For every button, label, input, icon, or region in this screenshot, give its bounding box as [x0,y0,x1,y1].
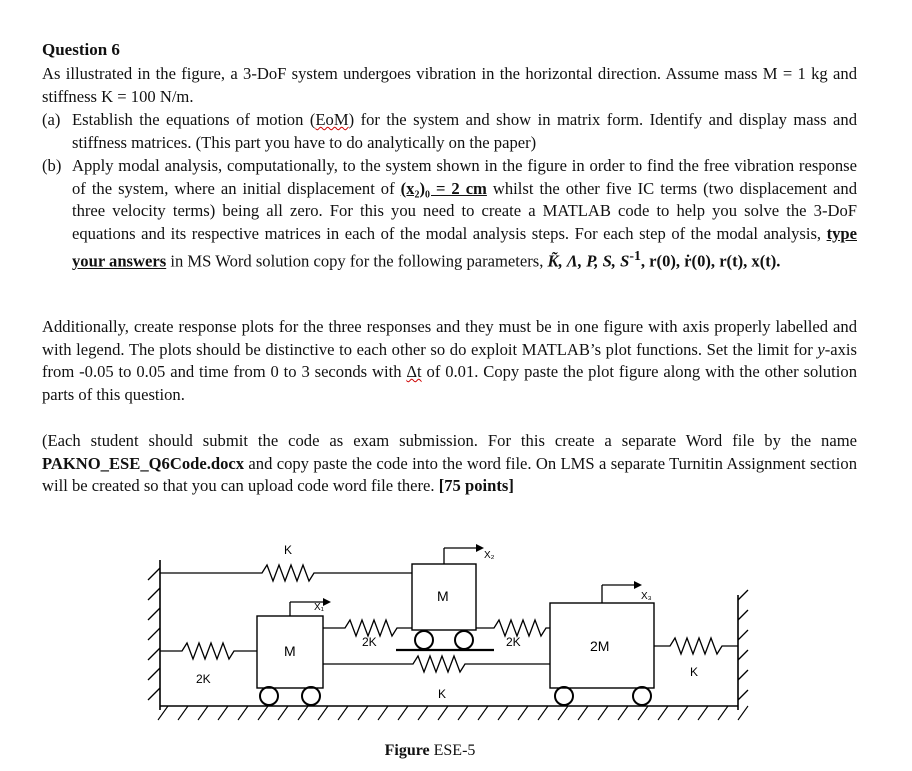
x1-arrow [290,598,331,616]
question-title: Question 6 [42,40,120,59]
x2-arrow [444,544,484,564]
part-b-text: Apply modal analysis, computationally, to the system shown in the figure in order to find the free vibration response of the system, where an initial displacement of (x₂)₀ = 2 cm whilst the other five IC terms (two displacement and three velocity terms) being all zero. For this you need to create a MATLAB code to help you solve the 3-DoF equations and its respective matrices in each of the modal analysis steps. For each step of the modal analysis, type your answers in MS Word solution copy for the following parameters, K̃, Λ, P, S, $S^{-1}$, r(0), ṙ(0), r(t), x(t). [72,156,858,271]
spring-2k-left [160,643,257,659]
spring-2k-m2-m3 [476,620,550,636]
mass-m2 [396,564,494,650]
label-2k-right-mid: 2K [506,635,521,649]
label-x3: X₃ [641,591,652,602]
label-2k-mid: 2K [362,635,377,649]
figure-caption: Figure ESE-5 [384,742,476,759]
label-x2: X₂ [484,550,495,561]
mass-m1 [257,616,323,705]
delta-t-term: Δt [406,362,422,382]
code-filename: PAKNO_ESE_Q6Code.docx [42,453,245,473]
ground [158,706,748,720]
right-wall [738,590,748,710]
parameter-list-2: , P, S, S [577,251,630,271]
additionally-paragraph: Additionally, create response plots for the three responses and they must be in one figure with axis properly labelled and with legend. The plots should be distinctive to each other so do exploit MATLAB’s plot functions. Set the limit for y-axis from -0.05 to 0.05 and time from 0 to 3 seconds with Δt of 0.01. Copy paste the plot figure along with the other solution parts of this question. [42,317,857,404]
type-answers-emphasis: type your answers [72,223,857,271]
part-a-text: Establish the equations of motion (EoM) for the system and show in matrix form. Identify and display mass and stiffness matrices. (This part you have to do analytically on the paper) [72,110,857,152]
points-label: [75 points] [438,476,514,496]
y-axis-term: y [817,339,825,359]
mass-m3 [550,603,654,705]
eom-term: EoM [315,110,349,129]
initial-condition: (x₂)₀ = 2 cm [400,178,487,198]
part-a-label: (a) [42,110,61,129]
spring-k-bottom [323,656,550,672]
label-2k-left: 2K [196,672,211,686]
inverse-superscript: -1 [629,248,641,264]
label-k-top: K [284,543,293,557]
label-m1: M [284,643,296,659]
label-m3: 2M [590,638,610,654]
spring-k-top [160,565,412,581]
label-k-right: K [690,665,699,679]
x3-arrow [602,581,642,603]
parameter-list-3: , r(0), ṙ(0), r(t), x(t). [640,251,781,271]
spring-k-right [654,638,738,654]
question-intro: As illustrated in the figure, a 3-DoF system undergoes vibration in the horizontal direction. Assume mass M = 1 kg and stiffness K = 100 N/m. [42,64,857,106]
label-x1: X₁ [314,602,325,613]
parameter-list-1: K̃, Λ [547,251,578,271]
submission-paragraph: (Each student should submit the code as exam submission. For this create a separate Word file by the name PAKNO_ESE_Q6Code.docx and copy paste the code into the word file. On LMS a separate Turnitin Assignment section will be created so that you can upload code word file there. [75 points] [42,431,857,496]
label-m2: M [437,588,449,604]
spring-2k-m1-m2 [323,620,412,636]
part-b-label: (b) [42,156,62,175]
label-k-bottom: K [438,687,447,701]
left-wall [148,560,160,710]
